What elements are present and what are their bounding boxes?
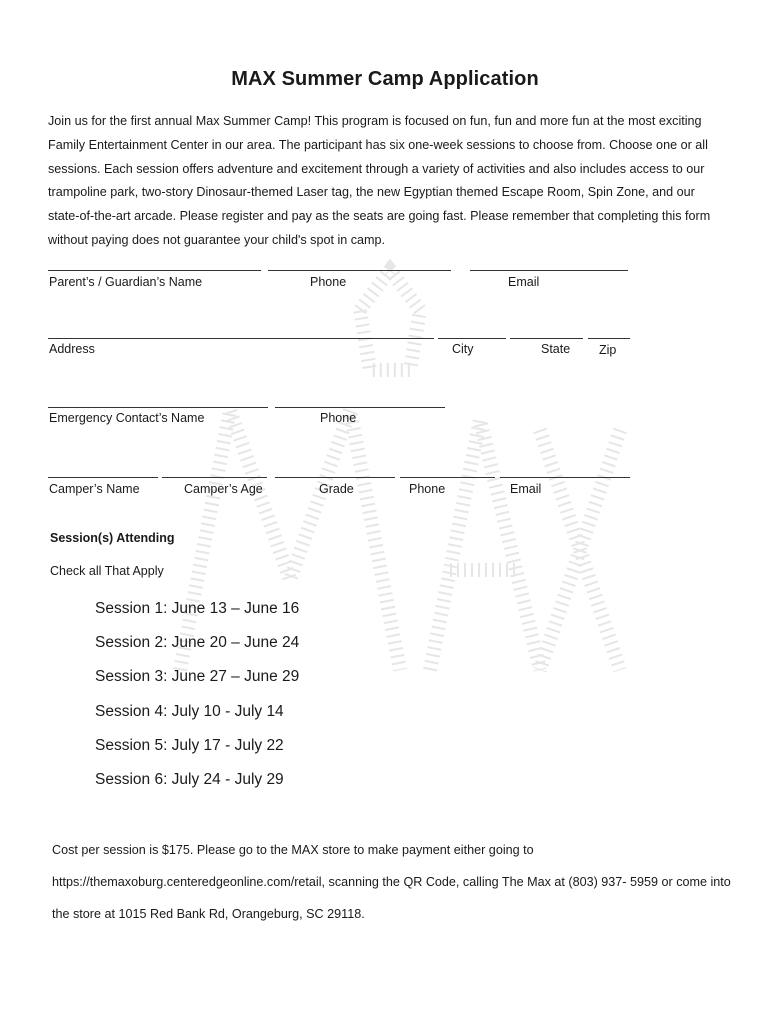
address-line[interactable] (48, 338, 434, 339)
camper-email-line[interactable] (500, 477, 630, 478)
camper-age-label: Camper’s Age (184, 482, 263, 496)
session-option-4[interactable]: Session 4: July 10 - July 14 (95, 702, 284, 720)
city-line[interactable] (438, 338, 506, 339)
page-title: MAX Summer Camp Application (231, 68, 539, 90)
state-line[interactable] (510, 338, 583, 339)
session-option-5[interactable]: Session 5: July 17 - July 22 (95, 736, 284, 754)
emergency-phone-line[interactable] (275, 407, 445, 408)
parent-phone-line[interactable] (268, 270, 451, 271)
session-option-6[interactable]: Session 6: July 24 - July 29 (95, 770, 284, 788)
parent-phone-label: Phone (310, 275, 347, 289)
zip-label: Zip (599, 343, 617, 357)
parent-name-label: Parent’s / Guardian’s Name (49, 275, 203, 289)
address-label: Address (49, 342, 95, 356)
emergency-name-label: Emergency Contact’s Name (49, 411, 205, 425)
intro-paragraph: Join us for the first annual Max Summer Camp! This program is focused on fun, fun and more fun at the most exciting Family Entertainment Center in our area. The participant has six one-week sessions to choose from. Choose one or all sessions. Each session offers adventure and excitement through a variety of activities and also includes access to our trampoline park, two-story Dinosaur-themed Laser tag, the new Egyptian themed Escape Room, Spin Zone, and our state-of-the-art arcade. Please register and pay as the seats are going fast. Please remember that completing this form without paying does not guarantee your child's spot in camp. (48, 114, 711, 247)
city-label: City (452, 342, 474, 356)
parent-email-line[interactable] (470, 270, 628, 271)
emergency-phone-label: Phone (320, 411, 357, 425)
zip-line[interactable] (588, 338, 630, 339)
camper-name-line[interactable] (48, 477, 158, 478)
session-list (95, 597, 299, 802)
camper-phone-label: Phone (409, 482, 446, 496)
camper-email-label: Email (510, 482, 542, 496)
session-option-2[interactable]: Session 2: June 20 – June 24 (95, 634, 300, 652)
camper-name-label: Camper’s Name (49, 482, 140, 496)
camper-phone-line[interactable] (400, 477, 495, 478)
emergency-name-line[interactable] (48, 407, 268, 408)
parent-email-label: Email (508, 275, 540, 289)
state-label: State (541, 342, 571, 356)
sessions-heading: Session(s) Attending (50, 531, 175, 545)
cost-paragraph: Cost per session is $175. Please go to the MAX store to make payment either going to https://themaxoburg.centeredgeonline.com/retail, scanning the QR Code, calling The Max at (803) 937- 5959 or come into the store at 1015 Red Bank Rd, Orangeburg, SC 29118. (52, 843, 731, 921)
sessions-instruction: Check all That Apply (50, 564, 164, 578)
parent-name-line[interactable] (48, 270, 261, 271)
grade-label: Grade (319, 482, 354, 496)
session-option-1[interactable]: Session 1: June 13 – June 16 (95, 600, 300, 617)
grade-line[interactable] (275, 477, 395, 478)
session-option-3[interactable]: Session 3: June 27 – June 29 (95, 668, 300, 686)
camper-age-line[interactable] (162, 477, 267, 478)
